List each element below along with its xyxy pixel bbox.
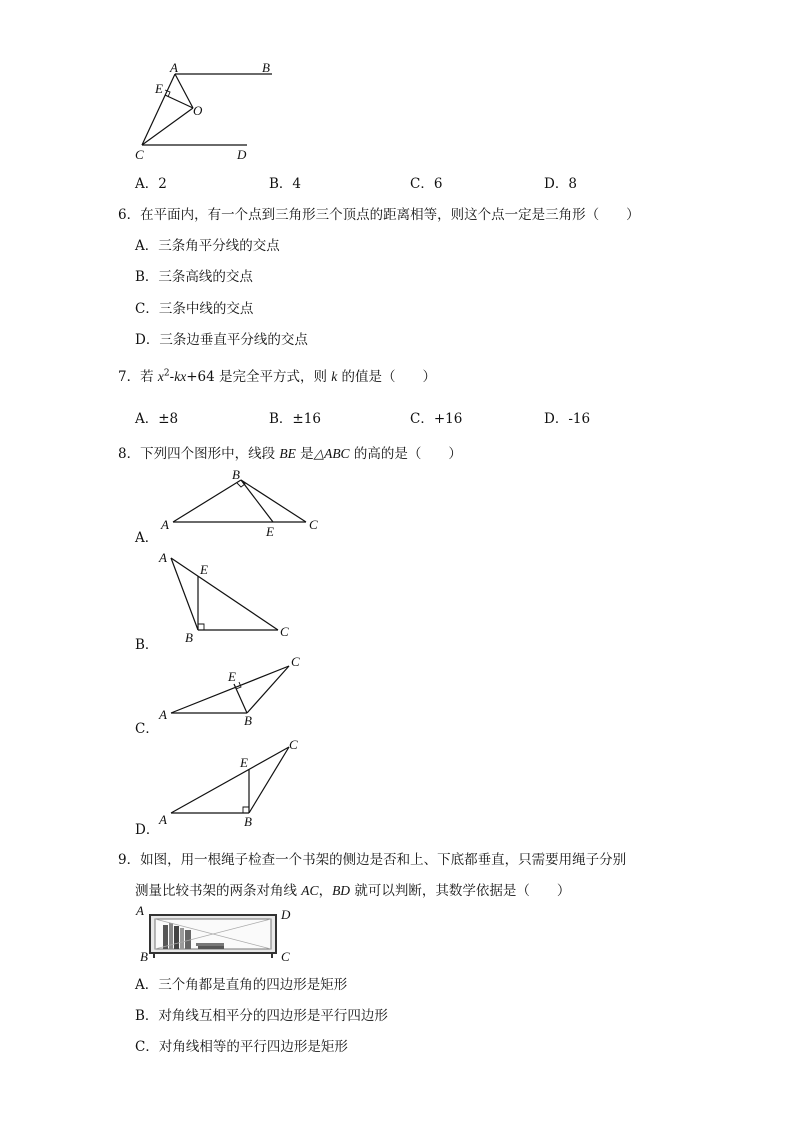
svg-text:C: C	[289, 737, 298, 752]
q6-option-c[interactable]: C．三条中线的交点	[135, 301, 254, 317]
q9-stem-line2: 测量比较书架的两条对角线 AC，BD 就可以判断，其数学依据是（ ）	[135, 883, 571, 899]
q5-option-c[interactable]	[410, 172, 442, 192]
q8-stem: 8．下列四个图形中，线段 BE 是△ABC 的高的是（ ）	[118, 446, 462, 462]
q7-option-b[interactable]: B．±16	[269, 411, 321, 427]
q5-figure	[125, 58, 295, 168]
svg-text:A: A	[136, 903, 144, 918]
q7-stem: 7．若 $x^2-kx+64$ 是完全平方式，则 k 的值是（ ）	[118, 368, 437, 385]
q9-option-c[interactable]: C．对角线相等的平行四边形是矩形	[135, 1039, 348, 1055]
option-text: 2	[158, 176, 167, 192]
svg-text:B: B	[232, 467, 240, 482]
svg-text:E: E	[240, 755, 248, 770]
option-text: 6	[433, 176, 443, 192]
svg-text:A: A	[159, 812, 167, 827]
q6-option-d[interactable]: D．三条边垂直平分线的交点	[135, 332, 308, 348]
option-letter: B．	[269, 176, 293, 192]
q9-bookshelf-figure	[130, 903, 300, 965]
q8-figure-c	[155, 653, 315, 731]
svg-text:E: E	[228, 669, 236, 684]
svg-text:A: A	[159, 707, 167, 722]
q8-option-c[interactable]: C．	[135, 721, 159, 737]
svg-text:C: C	[280, 624, 289, 639]
option-text: 8	[568, 176, 577, 192]
svg-text:C: C	[309, 517, 318, 532]
svg-text:E: E	[200, 562, 208, 577]
q5-label-d: D	[237, 147, 247, 162]
q5-label-e: E	[155, 81, 163, 96]
q5-label-a: A	[170, 60, 178, 75]
svg-text:A: A	[161, 517, 169, 532]
option-letter: C．	[410, 176, 434, 192]
q8-figure-a	[155, 466, 330, 541]
q8-figure-d	[155, 736, 315, 831]
svg-text:C: C	[291, 654, 300, 669]
option-text: 4	[292, 176, 302, 192]
svg-text:C: C	[281, 949, 290, 964]
svg-text:B: B	[244, 713, 252, 728]
q7-option-a[interactable]: A．±8	[135, 411, 179, 427]
q6-option-a[interactable]: A．三条角平分线的交点	[135, 238, 280, 254]
q8-option-b[interactable]: B．	[135, 637, 159, 653]
q8-figure-b	[155, 548, 305, 646]
q6-option-b[interactable]: B．三条高线的交点	[135, 269, 253, 285]
q9-option-a[interactable]: A．三个角都是直角的四边形是矩形	[135, 977, 348, 993]
q7-option-d[interactable]: D．-16	[544, 411, 591, 427]
q8-option-a[interactable]: A．	[135, 530, 159, 546]
q5-label-c: C	[135, 147, 144, 162]
q5-option-a[interactable]	[135, 172, 167, 192]
q5-label-b: B	[262, 60, 270, 75]
q8-option-d[interactable]: D．	[135, 822, 160, 838]
svg-text:D: D	[281, 907, 291, 922]
q7-option-c[interactable]: C．+16	[410, 411, 463, 427]
q5-option-d[interactable]	[544, 172, 577, 192]
option-letter: D．	[544, 176, 569, 192]
svg-text:A: A	[159, 550, 167, 565]
q9-stem-line1: 9．如图，用一根绳子检查一个书架的侧边是否和上、下底都垂直，只需要用绳子分别	[118, 852, 627, 868]
svg-text:B: B	[140, 949, 148, 964]
svg-text:E: E	[266, 524, 274, 539]
q9-option-b[interactable]: B．对角线互相平分的四边形是平行四边形	[135, 1008, 388, 1024]
svg-text:B: B	[185, 630, 193, 645]
q5-option-b[interactable]	[269, 172, 301, 192]
q6-stem: 6．在平面内，有一个点到三角形三个顶点的距离相等，则这个点一定是三角形（ ）	[118, 207, 640, 223]
q5-label-o: O	[193, 103, 203, 118]
svg-text:B: B	[244, 814, 252, 829]
option-letter: A．	[135, 176, 159, 192]
